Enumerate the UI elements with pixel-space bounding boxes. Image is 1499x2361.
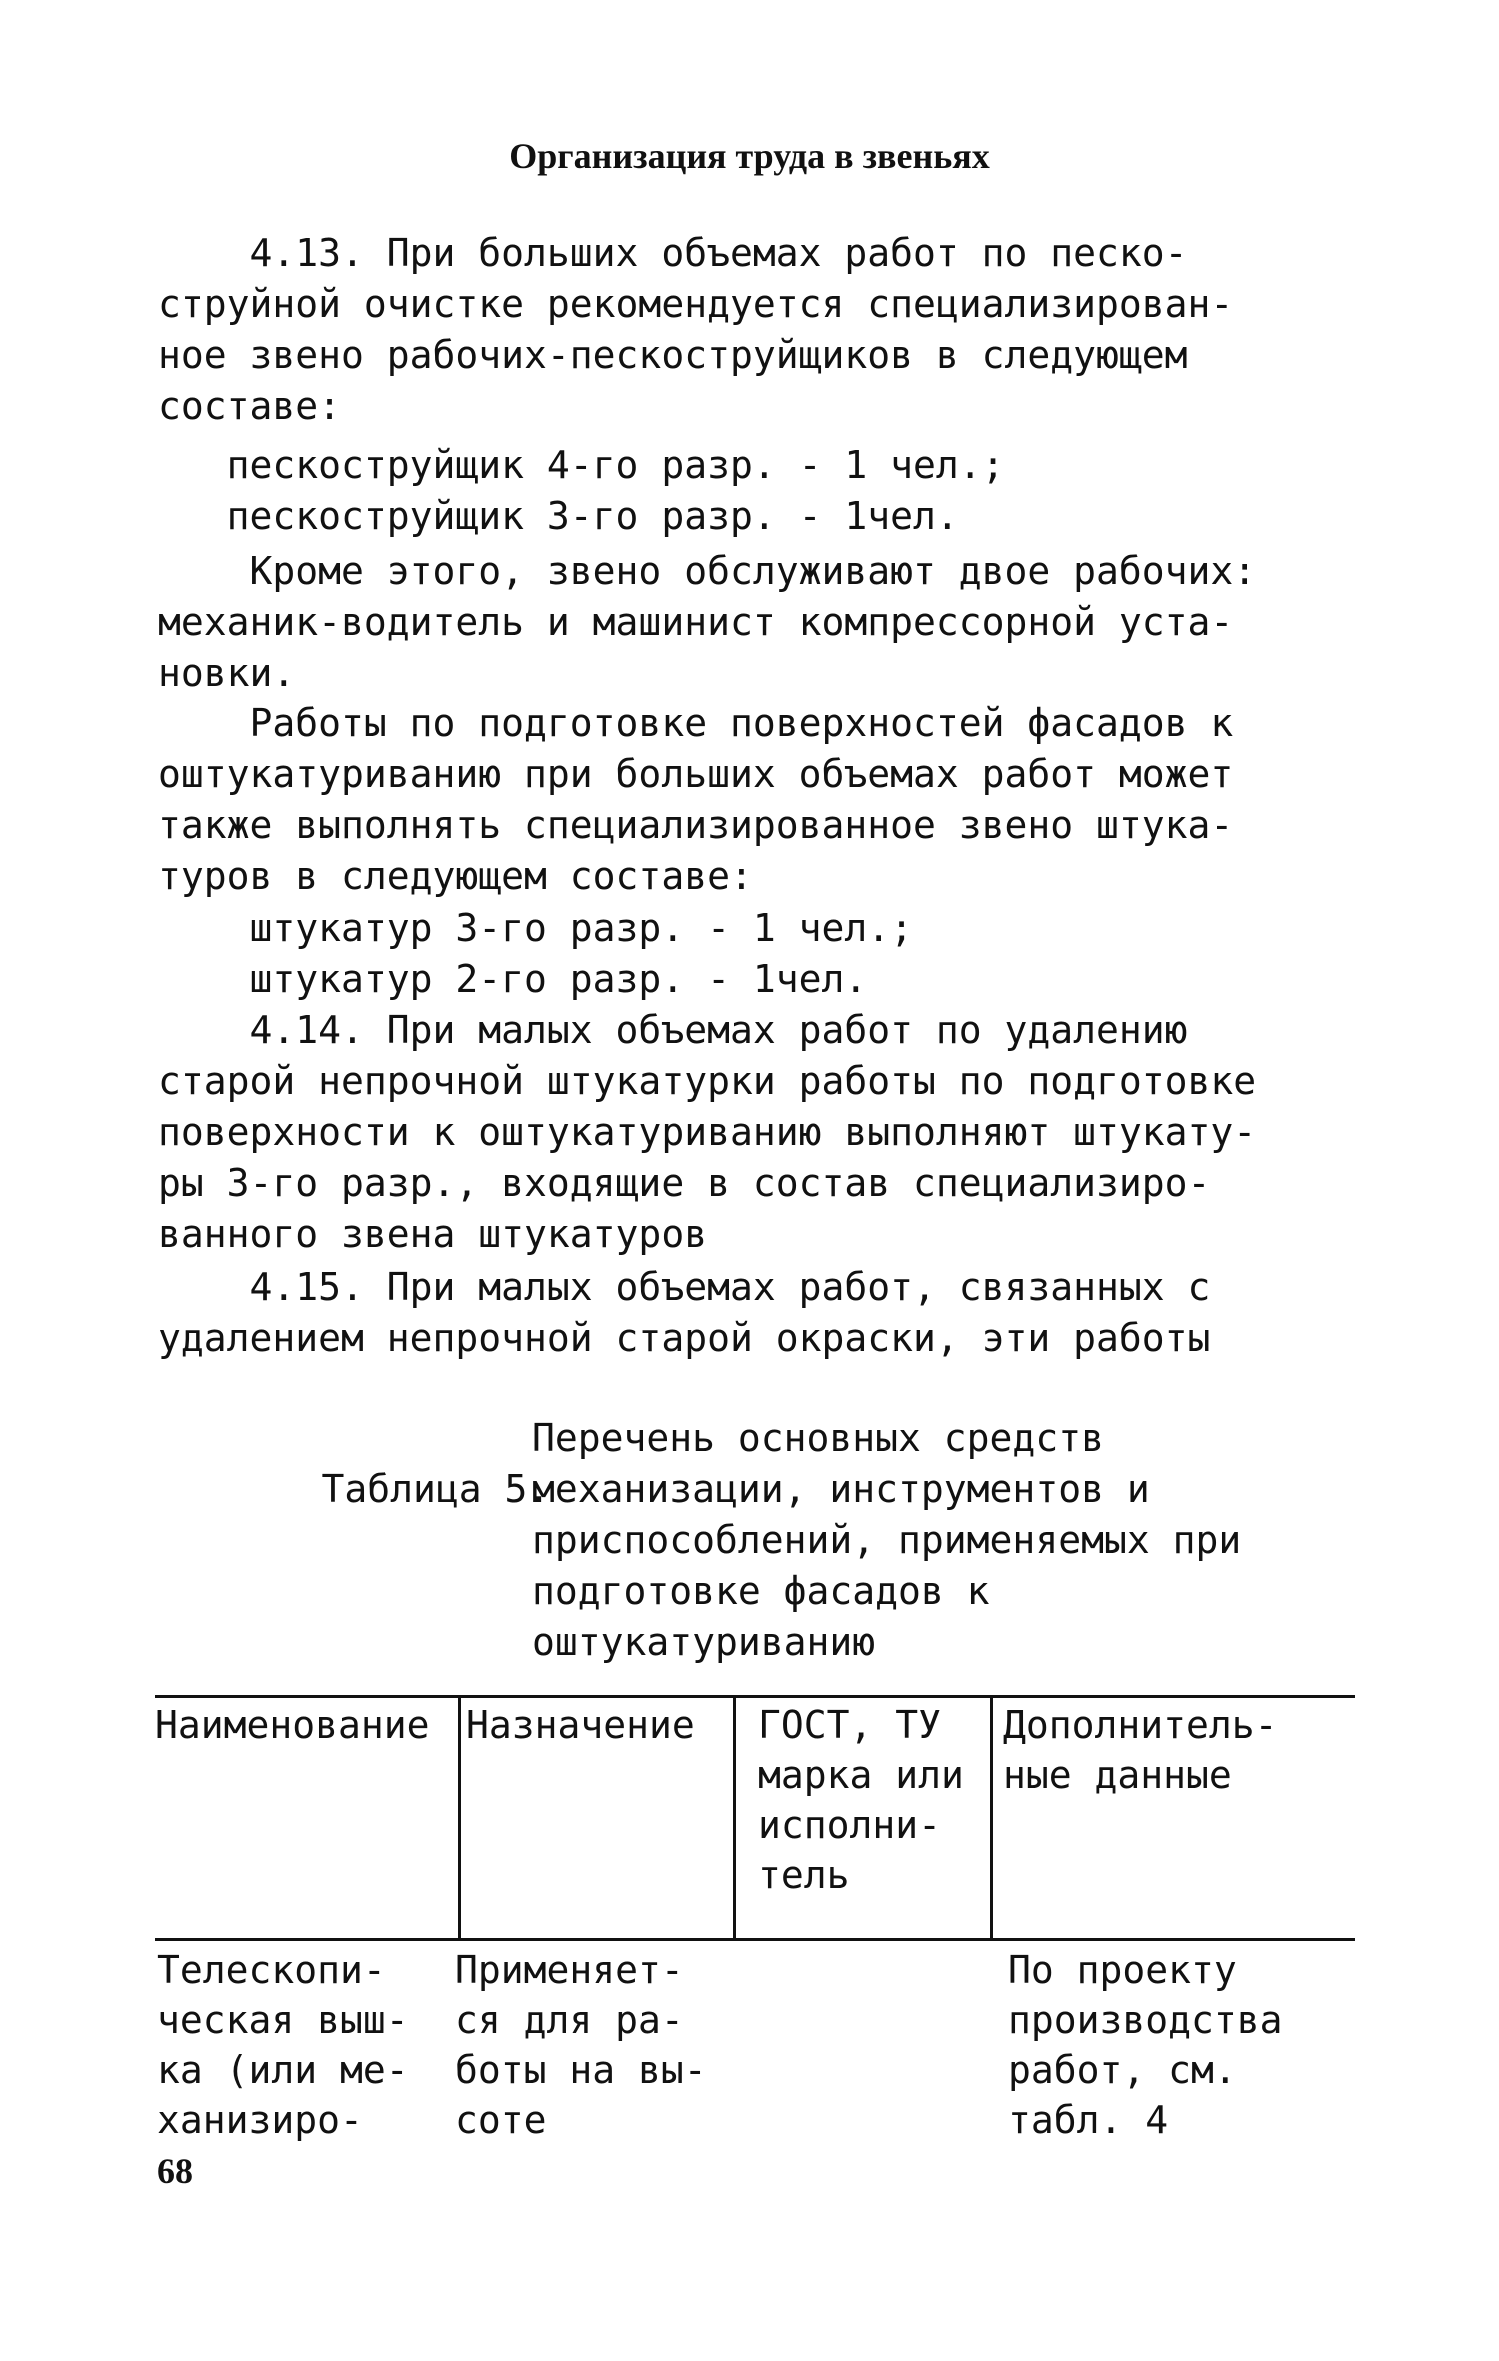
table-column-divider <box>458 1697 461 1938</box>
plasterer-list: штукатур 3-го разр. - 1 чел.; штукатур 2-го разр. - 1чел. <box>249 906 913 1001</box>
table-top-rule <box>155 1695 1355 1698</box>
col-header-extra: Дополнитель- ные данные <box>1003 1703 1278 1797</box>
sandblaster-list: пескоструйщик 4-го разр. - 1 чел.; пескоструйщик 3-го разр. - 1чел. <box>226 443 1005 538</box>
table-label: Таблица 5. <box>321 1467 551 1511</box>
table-column-divider <box>733 1697 736 1938</box>
page-number: 68 <box>157 2151 193 2191</box>
table-title <box>230 1413 1242 1664</box>
row1-purpose: Применяет- ся для ра- боты на вы- соте <box>455 1948 707 2142</box>
col-header-gost: ГОСТ, ТУ марка или исполни- тель <box>758 1703 964 1897</box>
paragraph-4-14: 4.14. При малых объемах работ по удалению старой непрочной штукатурки работы по подготовке поверхности к оштукатуриванию выполняют штукату- ры 3-го разр., входящие в состав специализиро- ванного звена штукатуров <box>158 1008 1257 1256</box>
row1-name: Телескопи- ческая выш- ка (или ме- ханизиро- <box>157 1948 409 2142</box>
paragraph-4-13: 4.13. При больших объемах работ по песко- струйной очистке рекомендуется специализирован- ное звено рабочих-пескоструйщиков в следующем составе: <box>158 231 1234 428</box>
row1-extra: По проекту производства работ, см. табл. 4 <box>1008 1948 1283 2142</box>
table-caption: Перечень основных средств механизации, инструментов и приспособлений, применяемых при подготовке фасадов к оштукатуриванию <box>532 1416 1242 1664</box>
running-header: Организация труда в звеньях <box>509 136 990 176</box>
col-header-name: Наименование <box>155 1703 430 1747</box>
col-header-purpose: Назначение <box>466 1703 695 1747</box>
paragraph-plastering-prep: Работы по подготовке поверхностей фасадов к оштукатуриванию при больших объемах работ может также выполнять специализированное звено штука- туров в следующем составе: <box>158 701 1234 898</box>
paragraph-4-15: 4.15. При малых объемах работ, связанных с удалением непрочной старой окраски, эти работы <box>158 1265 1211 1360</box>
table-column-divider <box>990 1697 993 1938</box>
table-header-rule <box>155 1938 1355 1941</box>
paragraph-crew-service: Кроме этого, звено обслуживают двое рабочих: механик-водитель и машинист компрессорной уста- новки. <box>158 549 1257 695</box>
